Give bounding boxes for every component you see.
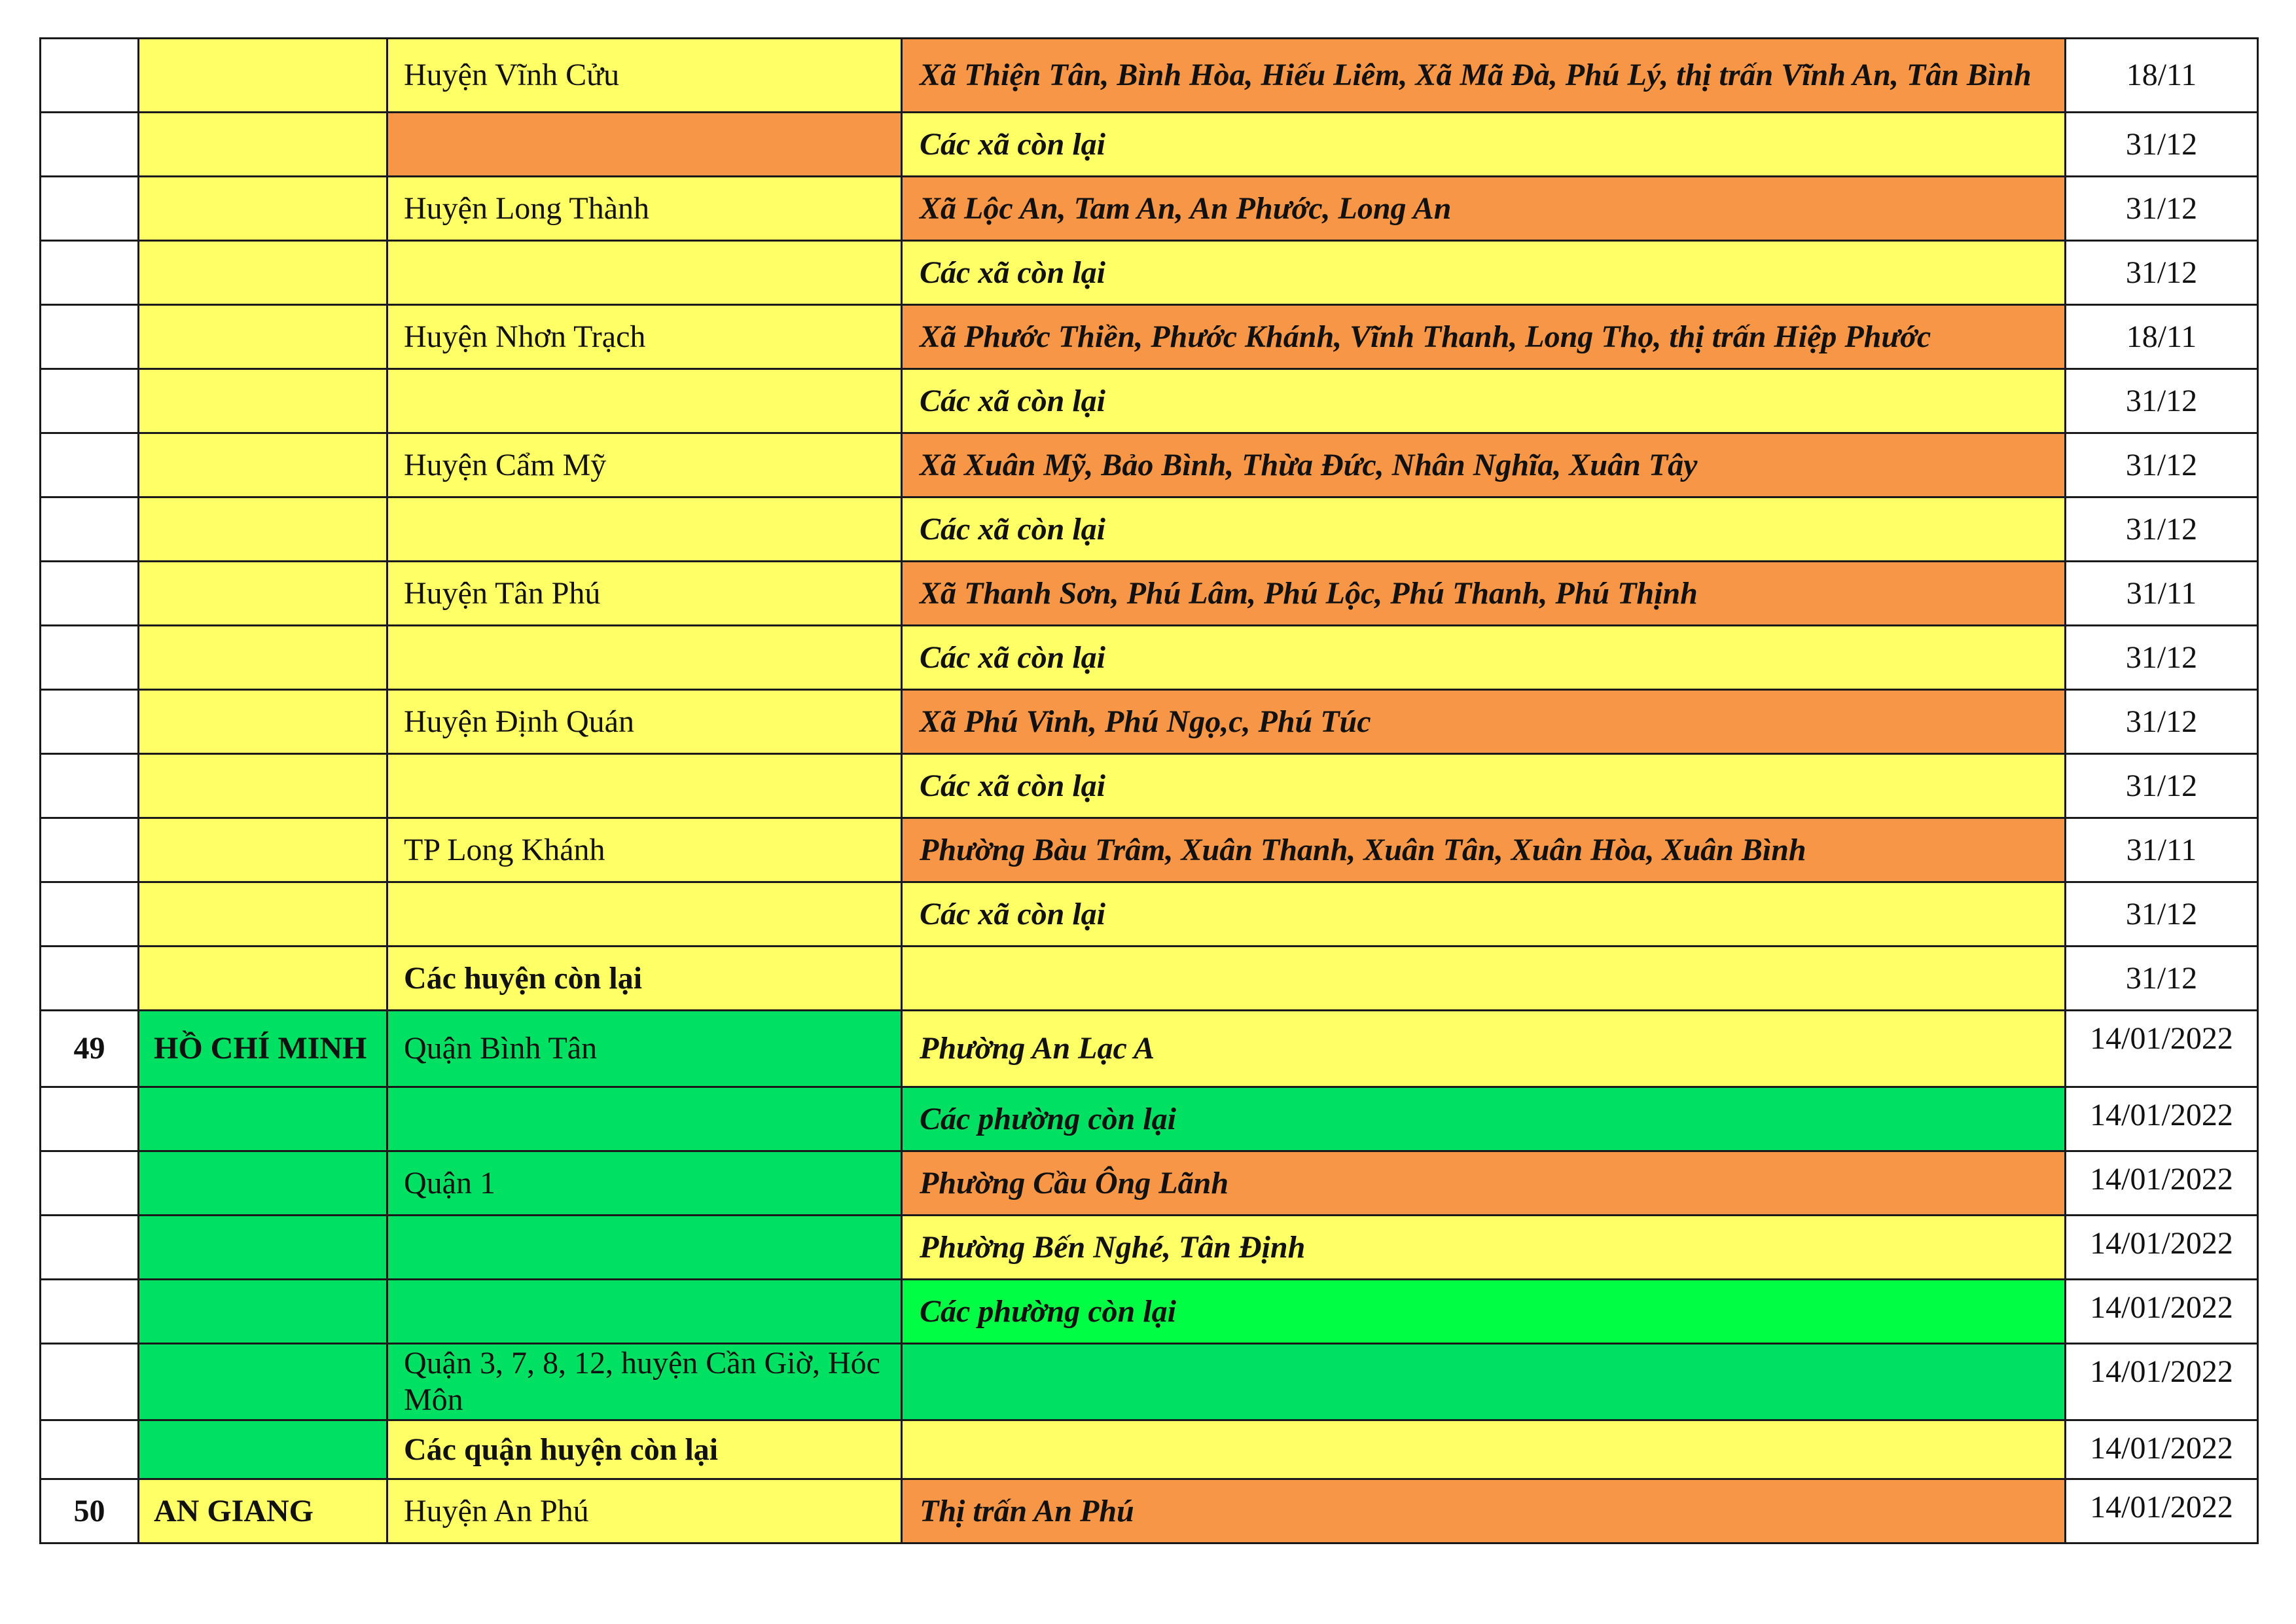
date-cell: 31/12 xyxy=(2066,690,2258,754)
province-cell xyxy=(139,241,387,305)
date-cell: 14/01/2022 xyxy=(2066,1344,2258,1420)
province-cell xyxy=(139,497,387,562)
table-row xyxy=(41,433,2258,497)
date-cell: 18/11 xyxy=(2066,305,2258,369)
table-row xyxy=(41,690,2258,754)
date-cell: 31/12 xyxy=(2066,947,2258,1011)
district-cell xyxy=(387,497,902,562)
table-row xyxy=(41,1087,2258,1151)
table-row xyxy=(41,305,2258,369)
table-row xyxy=(41,1216,2258,1280)
province-cell xyxy=(139,305,387,369)
district-cell xyxy=(387,882,902,947)
district-cell: Các huyện còn lại xyxy=(387,947,902,1011)
area-cell: Xã Xuân Mỹ, Bảo Bình, Thừa Đức, Nhân Nghĩa, Xuân Tây xyxy=(902,433,2066,497)
province-cell xyxy=(139,754,387,818)
area-cell: Các phường còn lại xyxy=(902,1280,2066,1344)
date-cell: 31/12 xyxy=(2066,177,2258,241)
province-cell xyxy=(139,947,387,1011)
table-row xyxy=(41,39,2258,113)
row-number-cell xyxy=(41,1420,139,1479)
row-number-cell xyxy=(41,690,139,754)
date-cell: 14/01/2022 xyxy=(2066,1280,2258,1344)
table-row xyxy=(41,1280,2258,1344)
district-cell: Huyện Tân Phú xyxy=(387,562,902,626)
table-row xyxy=(41,497,2258,562)
date-cell: 14/01/2022 xyxy=(2066,1216,2258,1280)
table-row xyxy=(41,882,2258,947)
district-cell: Huyện Nhơn Trạch xyxy=(387,305,902,369)
table-row xyxy=(41,113,2258,177)
province-cell: HỒ CHÍ MINH xyxy=(139,1011,387,1087)
district-cell xyxy=(387,1280,902,1344)
district-cell xyxy=(387,113,902,177)
date-cell: 14/01/2022 xyxy=(2066,1420,2258,1479)
date-cell: 31/12 xyxy=(2066,882,2258,947)
table-row xyxy=(41,369,2258,433)
province-cell xyxy=(139,433,387,497)
province-cell xyxy=(139,1344,387,1420)
area-cell: Xã Thiện Tân, Bình Hòa, Hiếu Liêm, Xã Mã Đà, Phú Lý, thị trấn Vĩnh An, Tân Bình xyxy=(902,39,2066,113)
table-row xyxy=(41,241,2258,305)
row-number-cell xyxy=(41,305,139,369)
zone-table-page xyxy=(39,37,2257,1544)
table-row xyxy=(41,562,2258,626)
table-body xyxy=(41,39,2258,1543)
district-cell: Huyện Cẩm Mỹ xyxy=(387,433,902,497)
table-row xyxy=(41,818,2258,882)
district-cell xyxy=(387,369,902,433)
area-cell: Phường Cầu Ông Lãnh xyxy=(902,1151,2066,1216)
area-cell: Các xã còn lại xyxy=(902,882,2066,947)
province-cell xyxy=(139,177,387,241)
date-cell: 14/01/2022 xyxy=(2066,1011,2258,1087)
table-row xyxy=(41,177,2258,241)
row-number-cell xyxy=(41,818,139,882)
date-cell: 31/12 xyxy=(2066,754,2258,818)
area-cell: Các xã còn lại xyxy=(902,369,2066,433)
date-cell: 31/12 xyxy=(2066,433,2258,497)
province-cell xyxy=(139,562,387,626)
row-number-cell xyxy=(41,1344,139,1420)
table-row xyxy=(41,1011,2258,1087)
row-number-cell xyxy=(41,497,139,562)
date-cell: 14/01/2022 xyxy=(2066,1087,2258,1151)
table-row xyxy=(41,1420,2258,1479)
row-number-cell xyxy=(41,39,139,113)
province-cell xyxy=(139,690,387,754)
district-cell: Huyện An Phú xyxy=(387,1479,902,1543)
area-cell xyxy=(902,1344,2066,1420)
row-number-cell xyxy=(41,1216,139,1280)
area-cell: Các xã còn lại xyxy=(902,754,2066,818)
row-number-cell xyxy=(41,1151,139,1216)
table-row xyxy=(41,1479,2258,1543)
date-cell: 31/11 xyxy=(2066,562,2258,626)
row-number-cell: 49 xyxy=(41,1011,139,1087)
district-cell xyxy=(387,1216,902,1280)
province-cell: AN GIANG xyxy=(139,1479,387,1543)
date-cell: 31/12 xyxy=(2066,369,2258,433)
row-number-cell xyxy=(41,433,139,497)
date-cell: 18/11 xyxy=(2066,39,2258,113)
row-number-cell xyxy=(41,754,139,818)
area-cell: Các xã còn lại xyxy=(902,497,2066,562)
province-cell xyxy=(139,882,387,947)
district-cell xyxy=(387,1087,902,1151)
area-cell: Xã Lộc An, Tam An, An Phước, Long An xyxy=(902,177,2066,241)
province-cell xyxy=(139,1151,387,1216)
province-cell xyxy=(139,818,387,882)
province-cell xyxy=(139,1280,387,1344)
row-number-cell xyxy=(41,626,139,690)
table-row xyxy=(41,1344,2258,1420)
district-cell xyxy=(387,754,902,818)
date-cell: 14/01/2022 xyxy=(2066,1151,2258,1216)
area-cell: Các phường còn lại xyxy=(902,1087,2066,1151)
province-cell xyxy=(139,626,387,690)
province-cell xyxy=(139,1216,387,1280)
area-cell: Thị trấn An Phú xyxy=(902,1479,2066,1543)
date-cell: 31/12 xyxy=(2066,626,2258,690)
district-cell: Huyện Vĩnh Cửu xyxy=(387,39,902,113)
table-row xyxy=(41,754,2258,818)
district-cell: Quận 3, 7, 8, 12, huyện Cần Giờ, Hóc Môn xyxy=(387,1344,902,1420)
province-cell xyxy=(139,369,387,433)
area-cell: Phường An Lạc A xyxy=(902,1011,2066,1087)
area-cell: Xã Thanh Sơn, Phú Lâm, Phú Lộc, Phú Thanh, Phú Thịnh xyxy=(902,562,2066,626)
province-cell xyxy=(139,1087,387,1151)
district-cell: TP Long Khánh xyxy=(387,818,902,882)
row-number-cell xyxy=(41,177,139,241)
row-number-cell xyxy=(41,113,139,177)
area-cell: Các xã còn lại xyxy=(902,113,2066,177)
date-cell: 31/12 xyxy=(2066,241,2258,305)
district-cell: Huyện Định Quán xyxy=(387,690,902,754)
area-cell: Phường Bến Nghé, Tân Định xyxy=(902,1216,2066,1280)
row-number-cell xyxy=(41,947,139,1011)
date-cell: 14/01/2022 xyxy=(2066,1479,2258,1543)
zone-table xyxy=(39,37,2259,1544)
district-cell xyxy=(387,626,902,690)
area-cell xyxy=(902,947,2066,1011)
area-cell: Phường Bàu Trâm, Xuân Thanh, Xuân Tân, Xuân Hòa, Xuân Bình xyxy=(902,818,2066,882)
district-cell xyxy=(387,241,902,305)
area-cell: Xã Phú Vinh, Phú Ngọ,c, Phú Túc xyxy=(902,690,2066,754)
row-number-cell xyxy=(41,369,139,433)
row-number-cell: 50 xyxy=(41,1479,139,1543)
date-cell: 31/12 xyxy=(2066,113,2258,177)
district-cell: Huyện Long Thành xyxy=(387,177,902,241)
row-number-cell xyxy=(41,882,139,947)
table-row xyxy=(41,947,2258,1011)
district-cell: Các quận huyện còn lại xyxy=(387,1420,902,1479)
row-number-cell xyxy=(41,562,139,626)
province-cell xyxy=(139,39,387,113)
table-row xyxy=(41,1151,2258,1216)
area-cell: Các xã còn lại xyxy=(902,241,2066,305)
province-cell xyxy=(139,1420,387,1479)
area-cell xyxy=(902,1420,2066,1479)
row-number-cell xyxy=(41,241,139,305)
table-row xyxy=(41,626,2258,690)
row-number-cell xyxy=(41,1280,139,1344)
area-cell: Xã Phước Thiền, Phước Khánh, Vĩnh Thanh, Long Thọ, thị trấn Hiệp Phước xyxy=(902,305,2066,369)
district-cell: Quận 1 xyxy=(387,1151,902,1216)
date-cell: 31/12 xyxy=(2066,497,2258,562)
date-cell: 31/11 xyxy=(2066,818,2258,882)
area-cell: Các xã còn lại xyxy=(902,626,2066,690)
row-number-cell xyxy=(41,1087,139,1151)
province-cell xyxy=(139,113,387,177)
district-cell: Quận Bình Tân xyxy=(387,1011,902,1087)
